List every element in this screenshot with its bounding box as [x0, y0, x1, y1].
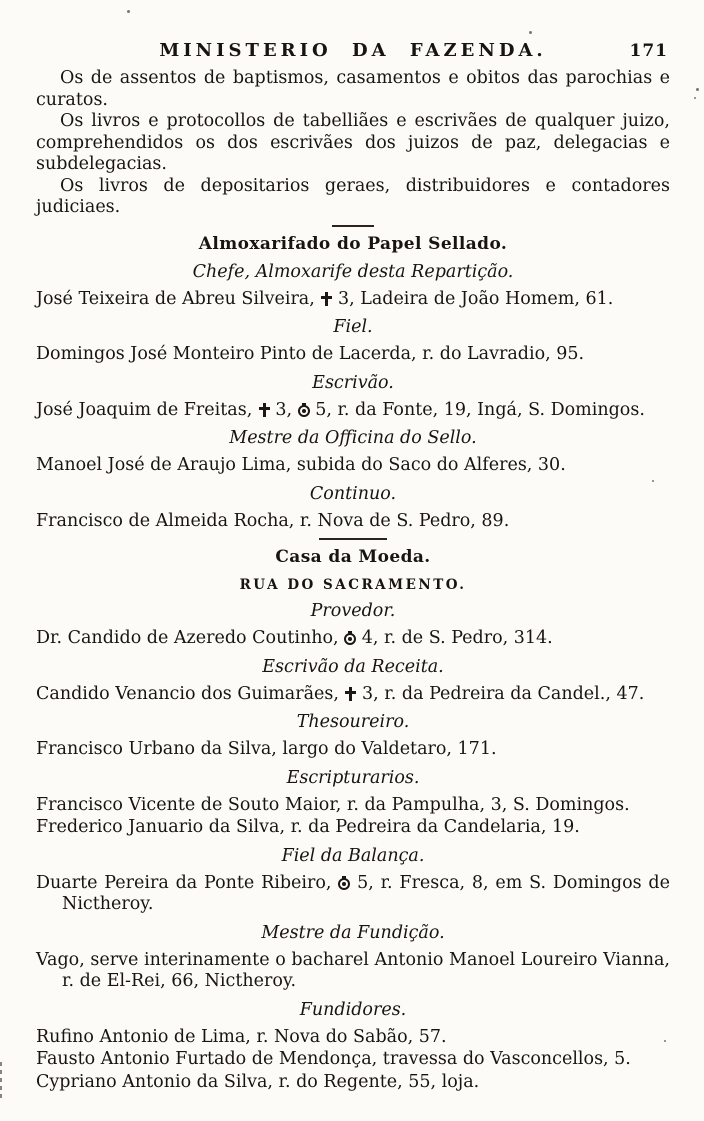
directory-entry: Duarte Pereira da Ponte Ribeiro, 5, r. Fresca, 8, em S. Domingos de Nictheroy. [36, 872, 670, 914]
scan-speck [664, 1040, 666, 1042]
order-of-christ-cross-icon [344, 687, 356, 701]
directory-entry: Francisco de Almeida Rocha, r. Nova de S. Pedro, 89. [36, 510, 510, 531]
directory-entry: José Teixeira de Abreu Silveira, 3, Ladeira de João Homem, 61. [36, 288, 614, 309]
scan-edge-artifact [0, 1062, 2, 1100]
page-body [36, 68, 670, 1093]
order-of-the-rose-medal-icon [298, 405, 310, 417]
order-of-the-rose-medal-icon [344, 633, 356, 645]
section-subheading: RUA DO SACRAMENTO. [239, 577, 467, 593]
page-number: 171 [629, 41, 668, 61]
order-of-christ-cross-icon [320, 292, 332, 306]
role-heading: Escrivão. [312, 372, 394, 393]
role-heading: Escripturarios. [286, 767, 420, 788]
directory-entry: Dr. Candido de Azeredo Coutinho, 4, r. de S. Pedro, 314. [36, 628, 553, 648]
directory-entry: Francisco Vicente de Souto Maior, r. da Pampulha, 3, S. Domingos. [36, 794, 630, 815]
role-heading: Fiel da Balança. [281, 845, 425, 866]
directory-entry: Candido Venancio dos Guimarães, 3, r. da Pedreira da Candel., 47. [36, 683, 645, 704]
role-heading: Fundidores. [299, 999, 407, 1020]
role-heading: Mestre da Fundição. [261, 922, 445, 943]
directory-entry: Manoel José de Araujo Lima, subida do Saco do Alferes, 30. [36, 455, 566, 475]
role-heading: Fiel. [333, 317, 373, 337]
scan-speck [694, 97, 696, 99]
running-header [36, 40, 670, 62]
section-title: Casa da Moeda. [275, 547, 431, 567]
intro-paragraph: Os livros de depositarios geraes, distribuidores e contadores judiciaes. [36, 175, 670, 217]
scan-speck [127, 10, 130, 13]
order-of-the-rose-medal-icon [338, 878, 350, 890]
role-heading: Mestre da Officina do Sello. [229, 428, 477, 448]
directory-entry: Domingos José Monteiro Pinto de Lacerda, r. do Lavradio, 95. [36, 344, 585, 364]
section-title: Almoxarifado do Papel Sellado. [198, 233, 508, 254]
scan-speck [696, 88, 699, 91]
role-heading: Thesoureiro. [296, 712, 410, 732]
role-heading: Chefe, Almoxarife desta Repartição. [192, 261, 514, 282]
role-heading: Provedor. [310, 601, 396, 621]
role-heading: Escrivão da Receita. [262, 656, 444, 677]
role-heading: Continuo. [309, 483, 397, 504]
directory-entry: Fausto Antonio Furtado de Mendonça, travessa do Vasconcellos, 5. [36, 1049, 631, 1069]
directory-entry: Cypriano Antonio da Silva, r. do Regente, 55, loja. [36, 1071, 480, 1092]
order-of-christ-cross-icon [258, 403, 270, 417]
directory-entry: Francisco Urbano da Silva, largo do Valdetaro, 171. [36, 739, 497, 759]
scan-speck [529, 31, 532, 34]
directory-entry: Rufino Antonio de Lima, r. Nova do Sabão, 57. [36, 1026, 447, 1047]
directory-entry: José Joaquim de Freitas, 3, 5, r. da Fonte, 19, Ingá, S. Domingos. [36, 399, 645, 420]
section-divider [332, 225, 374, 227]
section-divider [319, 538, 387, 540]
intro-paragraph: Os de assentos de baptismos, casamentos e obitos das parochias e curatos. [36, 68, 670, 110]
directory-entry: Frederico Januario da Silva, r. da Pedreira da Candelaria, 19. [36, 817, 580, 837]
page-title: MINISTERIO DA FAZENDA. [159, 40, 547, 61]
intro-paragraph: Os livros e protocollos de tabelliães e escrivães de qualquer juizo, comprehendidos os dos escrivães dos juizos de paz, delegacias e subdelegacias. [36, 111, 670, 174]
scan-speck [652, 480, 654, 482]
directory-entry: Vago, serve interinamente o bacharel Antonio Manoel Loureiro Vianna, r. de El-Rei, 66, Nictheroy. [36, 949, 670, 991]
